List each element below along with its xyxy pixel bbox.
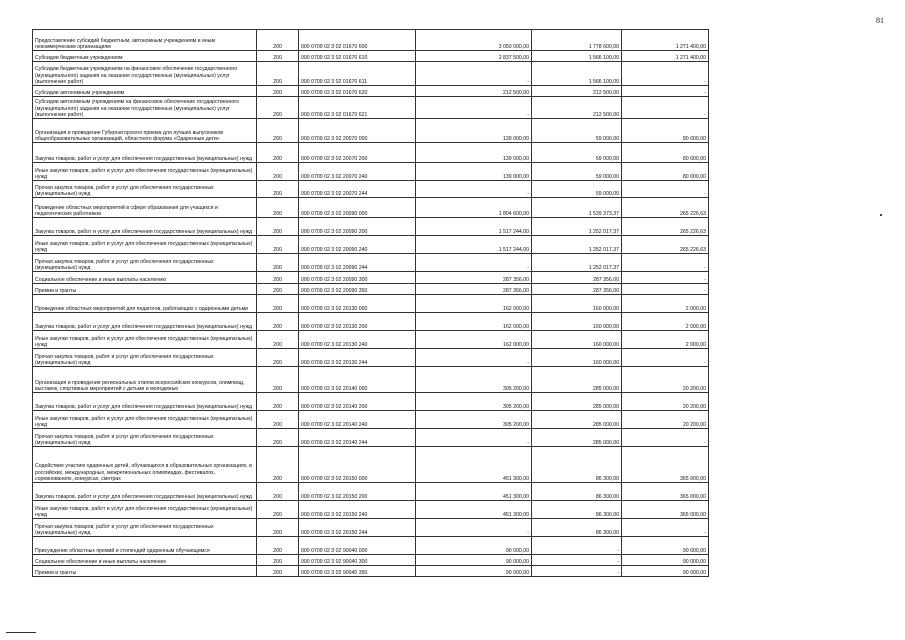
row-unexecuted-amount: 80 000,00 [622,119,709,143]
row-admin-code: 200 [257,429,299,447]
row-approved-amount: 139 000,00 [416,143,532,163]
row-executed-amount: - [532,537,622,555]
row-admin-code: 200 [257,284,299,295]
row-admin-code: 200 [257,62,299,86]
row-name: Закупка товаров, работ и услуг для обеспечения государственных (муниципальных) нужд [33,313,257,331]
row-approved-amount: 287 356,00 [416,272,532,284]
row-name: Иные закупки товаров, работ и услуг для обеспечения государственных (муниципальных) нужд [33,501,257,519]
row-executed-amount: 1 566 100,00 [532,62,622,86]
row-admin-code: 200 [257,447,299,483]
row-approved-amount: - [416,349,532,367]
row-budget-code: 000 0709 02 3 02 01670 600 [299,30,416,51]
table-row [33,51,709,62]
row-admin-code: 200 [257,519,299,537]
row-name: Закупка товаров, работ и услуг для обеспечения государственных (муниципальных) нужд [33,393,257,411]
row-unexecuted-amount: - [622,86,709,97]
row-approved-amount: 162 000,00 [416,331,532,349]
row-name: Прочая закупка товаров, работ и услуг для обеспечения государственных (муниципальных) нужд [33,181,257,198]
row-executed-amount: 59 000,00 [532,143,622,163]
row-unexecuted-amount: 90 000,00 [622,537,709,555]
row-admin-code: 200 [257,198,299,218]
table-row [33,236,709,254]
table-row [33,367,709,393]
row-approved-amount: - [416,62,532,86]
row-budget-code: 000 0709 02 3 02 20070 200 [299,143,416,163]
row-admin-code: 200 [257,163,299,181]
row-executed-amount: 1 778 600,00 [532,30,622,51]
row-admin-code: 200 [257,119,299,143]
row-name: Иные закупки товаров, работ и услуг для обеспечения государственных (муниципальных) нужд [33,236,257,254]
row-approved-amount: 90 000,00 [416,555,532,566]
row-unexecuted-amount: 1 271 400,00 [622,30,709,51]
row-unexecuted-amount: 2 000,00 [622,313,709,331]
row-admin-code: 200 [257,181,299,198]
row-name: Прочая закупка товаров, работ и услуг для обеспечения государственных (муниципальных) нужд [33,349,257,367]
row-admin-code: 200 [257,483,299,501]
table-row [33,411,709,429]
row-executed-amount: 285 000,00 [532,367,622,393]
row-executed-amount: 160 000,00 [532,349,622,367]
row-executed-amount: 86 300,00 [532,447,622,483]
row-executed-amount: 285 000,00 [532,411,622,429]
row-admin-code: 200 [257,30,299,51]
row-approved-amount: 305 200,00 [416,393,532,411]
row-admin-code: 200 [257,313,299,331]
row-approved-amount: 162 000,00 [416,295,532,313]
table-row [33,30,709,51]
table-row [33,501,709,519]
row-admin-code: 200 [257,555,299,566]
row-name: Субсидии автономным учреждениям [33,86,257,97]
row-unexecuted-amount: 1 271 400,00 [622,51,709,62]
row-executed-amount: 285 000,00 [532,429,622,447]
budget-table-body [33,30,709,577]
row-name: Премии и гранты [33,284,257,295]
row-approved-amount: 451 300,00 [416,501,532,519]
row-approved-amount: 1 517 244,00 [416,218,532,236]
row-name: Проведение областных мероприятий в сфере образования для учащихся и педагогических работников [33,198,257,218]
row-executed-amount: 287 356,00 [532,272,622,284]
row-budget-code: 000 0709 02 3 02 90040 300 [299,555,416,566]
row-unexecuted-amount: - [622,272,709,284]
row-budget-code: 000 0709 02 3 02 20090 240 [299,236,416,254]
row-admin-code: 200 [257,393,299,411]
row-name: Содействие участию одаренных детей, обучающихся в образовательных организациях, в российских, международных, межрегиональных олимпиадах, фестивалях, соревнованиях, конкурсах, смотрах [33,447,257,483]
row-name: Закупка товаров, работ и услуг для обеспечения государственных (муниципальных) нужд [33,143,257,163]
row-name: Иные закупки товаров, работ и услуг для обеспечения государственных (муниципальных) нужд [33,331,257,349]
row-executed-amount: 212 500,00 [532,86,622,97]
row-approved-amount: 2 837 500,00 [416,51,532,62]
row-approved-amount: - [416,181,532,198]
row-budget-code: 000 0709 02 3 02 20130 000 [299,295,416,313]
row-name: Прочая закупка товаров, работ и услуг для обеспечения государственных (муниципальных) нужд [33,519,257,537]
table-row [33,86,709,97]
row-approved-amount: 305 200,00 [416,367,532,393]
table-row [33,483,709,501]
row-admin-code: 200 [257,218,299,236]
row-executed-amount: 86 300,00 [532,519,622,537]
table-row [33,163,709,181]
row-budget-code: 000 0709 02 3 02 20070 244 [299,181,416,198]
table-row [33,349,709,367]
row-name: Иные закупки товаров, работ и услуг для обеспечения государственных (муниципальных) нужд [33,163,257,181]
row-unexecuted-amount: 80 000,00 [622,163,709,181]
row-executed-amount: 86 300,00 [532,483,622,501]
row-approved-amount: 1 517 244,00 [416,236,532,254]
table-row [33,254,709,272]
row-unexecuted-amount: 20 200,00 [622,411,709,429]
row-admin-code: 200 [257,295,299,313]
row-budget-code: 000 0709 02 3 02 20090 000 [299,198,416,218]
row-budget-code: 000 0709 02 3 02 90040 000 [299,537,416,555]
table-row [33,429,709,447]
row-budget-code: 000 0709 02 3 02 01670 620 [299,86,416,97]
row-unexecuted-amount: - [622,429,709,447]
row-unexecuted-amount: 90 000,00 [622,555,709,566]
row-unexecuted-amount: 2 000,00 [622,331,709,349]
row-name: Проведение областных мероприятий для педагогов, работающих с одаренными детьми [33,295,257,313]
row-unexecuted-amount: - [622,254,709,272]
row-admin-code: 200 [257,97,299,119]
table-row [33,284,709,295]
row-budget-code: 000 0709 02 3 02 20140 200 [299,393,416,411]
row-executed-amount: 1 252 017,37 [532,236,622,254]
row-unexecuted-amount: 20 200,00 [622,393,709,411]
row-approved-amount: - [416,254,532,272]
row-executed-amount: 285 000,00 [532,393,622,411]
row-budget-code: 000 0709 02 3 02 20090 244 [299,254,416,272]
row-budget-code: 000 0709 02 3 02 90040 350 [299,566,416,577]
row-admin-code: 200 [257,254,299,272]
row-budget-code: 000 0709 02 3 02 20130 244 [299,349,416,367]
row-executed-amount: 1 252 017,37 [532,218,622,236]
row-unexecuted-amount: - [622,349,709,367]
row-executed-amount: 287 356,00 [532,284,622,295]
row-budget-code: 000 0709 02 3 02 20150 244 [299,519,416,537]
row-name: Прочая закупка товаров, работ и услуг для обеспечения государственных (муниципальных) нужд [33,429,257,447]
row-executed-amount: 1 539 373,37 [532,198,622,218]
row-name: Организация и проведение региональных этапов всероссийских конкурсов, олимпиад, выставок, спортивных мероприятий с детьми и молодежью [33,367,257,393]
row-approved-amount: 287 356,00 [416,284,532,295]
row-executed-amount: 86 300,00 [532,501,622,519]
row-approved-amount: 139 000,00 [416,119,532,143]
row-approved-amount: 1 804 600,00 [416,198,532,218]
row-budget-code: 000 0709 02 3 02 20090 300 [299,272,416,284]
row-approved-amount: 212 500,00 [416,86,532,97]
page-number: 81 [876,16,884,25]
row-name: Социальное обеспечение и иные выплаты населению [33,272,257,284]
scan-dot [880,214,882,216]
row-name: Закупка товаров, работ и услуг для обеспечения государственных (муниципальных) нужд [33,483,257,501]
row-approved-amount: 90 000,00 [416,566,532,577]
scan-mark [6,632,36,633]
row-admin-code: 200 [257,236,299,254]
table-row [33,555,709,566]
table-row [33,97,709,119]
row-admin-code: 200 [257,86,299,97]
row-unexecuted-amount: - [622,62,709,86]
row-budget-code: 000 0709 02 3 02 20070 240 [299,163,416,181]
row-budget-code: 000 0709 02 3 02 20070 000 [299,119,416,143]
row-name: Предоставление субсидий бюджетным, автономным учреждениям и иным некоммерческим организациям [33,30,257,51]
row-budget-code: 000 0709 02 3 02 20130 200 [299,313,416,331]
row-budget-code: 000 0709 02 3 02 20140 000 [299,367,416,393]
row-approved-amount: - [416,519,532,537]
row-executed-amount: 1 566 100,00 [532,51,622,62]
table-row [33,331,709,349]
row-unexecuted-amount: 265 226,63 [622,218,709,236]
row-executed-amount: 1 252 017,37 [532,254,622,272]
row-name: Субсидии бюджетным учреждениям [33,51,257,62]
row-admin-code: 200 [257,331,299,349]
row-executed-amount: 59 000,00 [532,181,622,198]
row-budget-code: 000 0709 02 3 02 20090 200 [299,218,416,236]
row-budget-code: 000 0709 02 3 02 01670 611 [299,62,416,86]
row-approved-amount: - [416,97,532,119]
row-executed-amount: 160 000,00 [532,295,622,313]
row-name: Присуждение областных премий и стипендий одаренным обучающимся [33,537,257,555]
row-unexecuted-amount: 265 226,63 [622,198,709,218]
row-admin-code: 200 [257,411,299,429]
row-admin-code: 200 [257,367,299,393]
row-name: Прочая закупка товаров, работ и услуг для обеспечения государственных (муниципальных) нужд [33,254,257,272]
row-name: Субсидии бюджетным учреждениям на финансовое обеспечение государственного (муниципального) задания на оказание государственных (муниципальных) услуг (выполнение работ) [33,62,257,86]
row-name: Закупка товаров, работ и услуг для обеспечения государственных (муниципальных) нужд [33,218,257,236]
table-row [33,519,709,537]
table-row [33,198,709,218]
table-row [33,313,709,331]
row-unexecuted-amount: - [622,97,709,119]
row-admin-code: 200 [257,501,299,519]
row-admin-code: 200 [257,143,299,163]
table-row [33,143,709,163]
row-budget-code: 000 0709 02 3 02 20150 200 [299,483,416,501]
row-unexecuted-amount: 90 000,00 [622,566,709,577]
row-budget-code: 000 0709 02 3 02 20140 244 [299,429,416,447]
row-executed-amount: 59 000,00 [532,163,622,181]
row-executed-amount: 160 000,00 [532,331,622,349]
row-admin-code: 200 [257,537,299,555]
row-name: Организация и проведение Губернаторского приема для лучших выпускников общеобразовательных организаций, областного форума «Одаренные дети» [33,119,257,143]
row-budget-code: 000 0709 02 3 02 01670 610 [299,51,416,62]
row-executed-amount: - [532,566,622,577]
row-approved-amount: 139 000,00 [416,163,532,181]
row-approved-amount: 451 300,00 [416,483,532,501]
row-budget-code: 000 0709 02 3 02 20140 240 [299,411,416,429]
row-admin-code: 200 [257,349,299,367]
row-unexecuted-amount: - [622,519,709,537]
row-name: Субсидии автономным учреждениям на финансовое обеспечение государственного (муниципального) задания на оказание государственных (муниципальных) услуг (выполнение работ) [33,97,257,119]
row-executed-amount: 59 000,00 [532,119,622,143]
row-unexecuted-amount: 2 000,00 [622,295,709,313]
table-row [33,537,709,555]
row-approved-amount: 3 050 000,00 [416,30,532,51]
row-budget-code: 000 0709 02 3 02 01670 621 [299,97,416,119]
row-name: Премии и гранты [33,566,257,577]
table-row [33,62,709,86]
row-unexecuted-amount: 80 000,00 [622,143,709,163]
row-executed-amount: 212 500,00 [532,97,622,119]
row-admin-code: 200 [257,272,299,284]
row-unexecuted-amount: 365 000,00 [622,501,709,519]
table-row [33,119,709,143]
row-admin-code: 200 [257,51,299,62]
table-row [33,181,709,198]
row-name: Иные закупки товаров, работ и услуг для обеспечения государственных (муниципальных) нужд [33,411,257,429]
row-name: Социальное обеспечение и иные выплаты населению [33,555,257,566]
row-approved-amount: 90 000,00 [416,537,532,555]
row-unexecuted-amount: 265 226,63 [622,236,709,254]
row-approved-amount: 451 300,00 [416,447,532,483]
row-approved-amount: 162 000,00 [416,313,532,331]
row-unexecuted-amount: - [622,284,709,295]
row-budget-code: 000 0709 02 3 02 20090 350 [299,284,416,295]
budget-table [32,29,709,577]
row-approved-amount: 305 200,00 [416,411,532,429]
row-budget-code: 000 0709 02 3 02 20130 240 [299,331,416,349]
row-unexecuted-amount: 365 000,00 [622,483,709,501]
table-row [33,272,709,284]
row-budget-code: 000 0709 02 3 02 20150 000 [299,447,416,483]
row-budget-code: 000 0709 02 3 02 20150 240 [299,501,416,519]
table-row [33,447,709,483]
row-approved-amount: - [416,429,532,447]
row-executed-amount: - [532,555,622,566]
row-unexecuted-amount: 20 200,00 [622,367,709,393]
row-admin-code: 200 [257,566,299,577]
row-unexecuted-amount: 365 000,00 [622,447,709,483]
table-row [33,218,709,236]
table-row [33,566,709,577]
table-row [33,295,709,313]
table-row [33,393,709,411]
row-executed-amount: 160 000,00 [532,313,622,331]
row-unexecuted-amount: - [622,181,709,198]
